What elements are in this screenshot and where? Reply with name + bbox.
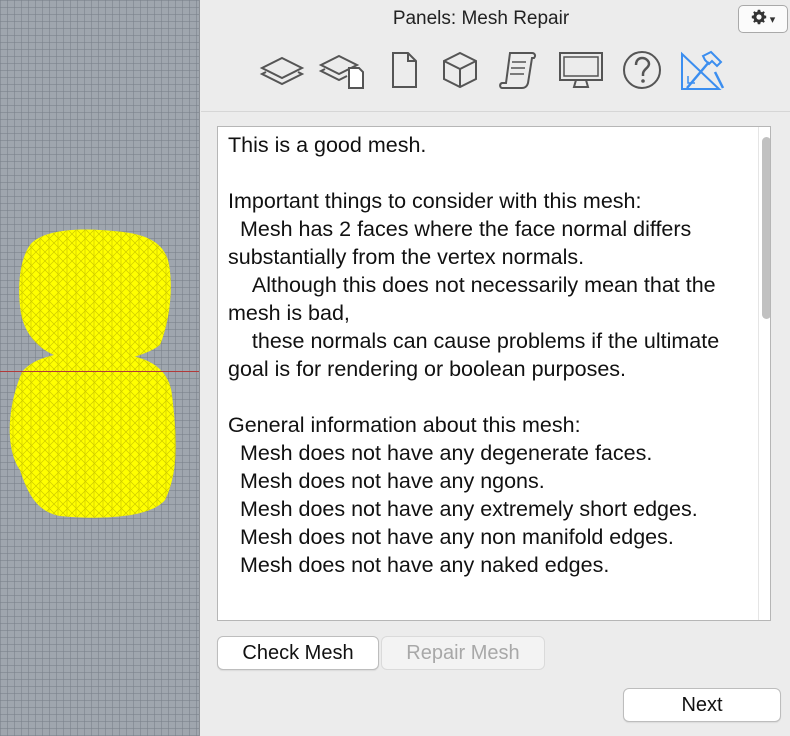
- help-tab[interactable]: [617, 44, 667, 96]
- properties-tab[interactable]: [317, 44, 367, 96]
- x-axis-line: [0, 371, 200, 372]
- mesh-object[interactable]: [0, 0, 200, 736]
- toolbar-divider: [201, 111, 790, 112]
- repair-mesh-button[interactable]: Repair Mesh: [381, 636, 545, 670]
- display-tab[interactable]: [556, 44, 606, 96]
- document-icon: [389, 51, 419, 89]
- viewport[interactable]: [0, 0, 200, 736]
- object-tab[interactable]: [435, 44, 485, 96]
- check-mesh-button[interactable]: Check Mesh: [217, 636, 379, 670]
- notes-scroll-icon: [498, 50, 538, 90]
- document-tab[interactable]: [379, 44, 429, 96]
- gear-icon: [751, 9, 767, 30]
- display-icon: [558, 51, 604, 89]
- panel-toolbar: [201, 44, 790, 104]
- panel-options-button[interactable]: [738, 5, 788, 33]
- box-icon: [440, 50, 480, 90]
- next-button[interactable]: Next: [623, 688, 781, 722]
- mesh-repair-panel: [201, 0, 790, 736]
- help-icon: [621, 49, 663, 91]
- panel-title: Panels: Mesh Repair: [392, 8, 570, 29]
- mesh-repair-tools-icon: [679, 48, 725, 92]
- report-scrollbar[interactable]: [758, 127, 771, 621]
- properties-icon: [319, 50, 365, 90]
- panel-titlebar: [201, 0, 790, 36]
- notes-tab[interactable]: [493, 44, 543, 96]
- chevron-down-icon: ▾: [769, 13, 776, 26]
- report-scroll-thumb[interactable]: [762, 137, 771, 319]
- layers-tab[interactable]: [257, 44, 307, 96]
- layers-icon: [260, 52, 304, 88]
- mesh-repair-tab[interactable]: [677, 44, 727, 96]
- mesh-report-textbox[interactable]: [217, 126, 771, 621]
- mesh-report-text: This is a good mesh. Important things to consider with this mesh: Mesh has 2 faces where the face normal differs substantially from the vertex normals. Although this does not necessarily mean that the mesh is bad, these normals can cause problems if the ultimate goal is for rendering or boolean purposes. General information about this mesh: Mesh does not have any degenerate faces. Mesh does not have any ngons. Mesh does not have any extremely short edges. Mesh does not have any non manifold edges. Mesh does not have any naked edges.: [228, 133, 720, 577]
